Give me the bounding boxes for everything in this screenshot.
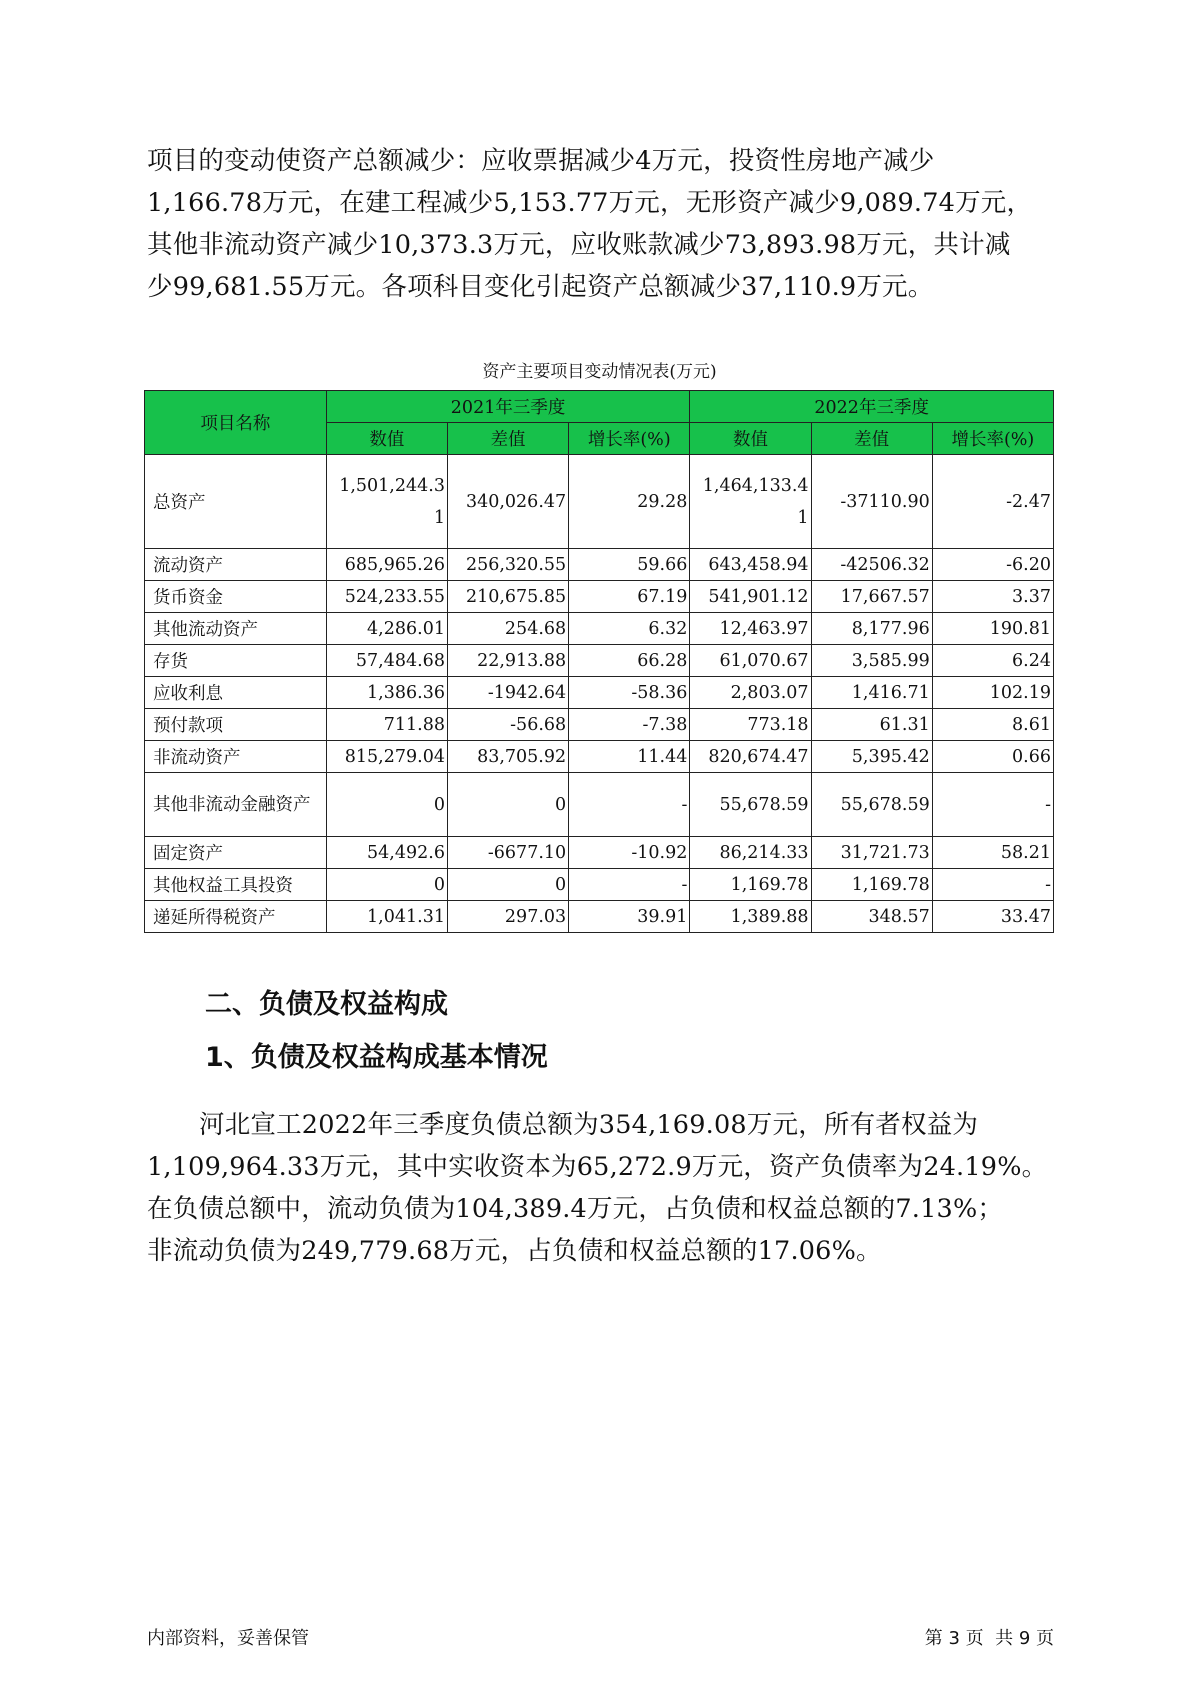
- footer-confidential-note: 内部资料，妥善保管: [147, 1628, 309, 1649]
- cell-diff-2021: 210,675.85: [447, 581, 568, 613]
- cell-value-2022: 773.18: [690, 709, 811, 741]
- cell-diff-2022: 3,585.99: [811, 645, 932, 677]
- subsection-heading: 1、负债及权益构成基本情况: [205, 1042, 548, 1073]
- cell-diff-2022: 8,177.96: [811, 613, 932, 645]
- cell-growth-2022: -: [932, 869, 1053, 901]
- cell-growth-2021: -: [569, 773, 690, 837]
- cell-diff-2021: 83,705.92: [447, 741, 568, 773]
- cell-diff-2022: 31,721.73: [811, 837, 932, 869]
- cell-diff-2021: 22,913.88: [447, 645, 568, 677]
- cell-growth-2021: -: [569, 869, 690, 901]
- cell-value-2021: 54,492.6: [326, 837, 447, 869]
- row-name: 其他流动资产: [145, 613, 327, 645]
- table-row: [145, 549, 1054, 581]
- cell-value-2021: 524,233.55: [326, 581, 447, 613]
- cell-growth-2021: 11.44: [569, 741, 690, 773]
- header-value-2022: 数值: [690, 423, 811, 455]
- cell-diff-2022: 17,667.57: [811, 581, 932, 613]
- table-row: [145, 677, 1054, 709]
- cell-value-2021: 1,041.31: [326, 901, 447, 933]
- cell-growth-2022: 58.21: [932, 837, 1053, 869]
- cell-diff-2021: 0: [447, 869, 568, 901]
- cell-growth-2021: 66.28: [569, 645, 690, 677]
- row-name: 应收利息: [145, 677, 327, 709]
- cell-growth-2021: 39.91: [569, 901, 690, 933]
- body-paragraph: [147, 1104, 1052, 1272]
- cell-value-2022: 61,070.67: [690, 645, 811, 677]
- cell-value-2021: 0: [326, 773, 447, 837]
- cell-value-2022: 643,458.94: [690, 549, 811, 581]
- cell-diff-2022: 5,395.42: [811, 741, 932, 773]
- cell-diff-2022: 1,169.78: [811, 869, 932, 901]
- cell-growth-2022: -: [932, 773, 1053, 837]
- cell-diff-2021: 0: [447, 773, 568, 837]
- cell-value-2021: 685,965.26: [326, 549, 447, 581]
- table-row: [145, 581, 1054, 613]
- table-caption: 资产主要项目变动情况表(万元): [482, 362, 717, 382]
- cell-diff-2022: 61.31: [811, 709, 932, 741]
- table-row: [145, 773, 1054, 837]
- body-line: 非流动负债为249,779.68万元，占负债和权益总额的17.06%。: [147, 1236, 882, 1266]
- cell-growth-2022: 0.66: [932, 741, 1053, 773]
- cell-growth-2021: -58.36: [569, 677, 690, 709]
- row-name: 总资产: [145, 455, 327, 549]
- header-growth-2021: 增长率(%): [569, 423, 690, 455]
- table-row: [145, 613, 1054, 645]
- table-row: [145, 837, 1054, 869]
- cell-diff-2021: 297.03: [447, 901, 568, 933]
- cell-value-2022: 1,169.78: [690, 869, 811, 901]
- body-line: 河北宣工2022年三季度负债总额为354,169.08万元，所有者权益为: [199, 1110, 979, 1140]
- table-row: [145, 709, 1054, 741]
- cell-diff-2021: -6677.10: [447, 837, 568, 869]
- row-name: 预付款项: [145, 709, 327, 741]
- intro-line: 1,166.78万元，在建工程减少5,153.77万元，无形资产减少9,089.74万元，: [147, 188, 1033, 218]
- row-name: 非流动资产: [145, 741, 327, 773]
- cell-diff-2021: -56.68: [447, 709, 568, 741]
- intro-line: 少99,681.55万元。各项科目变化引起资产总额减少37,110.9万元。: [147, 272, 934, 302]
- cell-value-2021: 815,279.04: [326, 741, 447, 773]
- cell-value-2021: 0: [326, 869, 447, 901]
- cell-diff-2022: 55,678.59: [811, 773, 932, 837]
- cell-value-2021: 1,501,244.31: [326, 455, 447, 549]
- cell-growth-2022: 6.24: [932, 645, 1053, 677]
- cell-growth-2021: 67.19: [569, 581, 690, 613]
- cell-value-2022: 86,214.33: [690, 837, 811, 869]
- header-diff-2022: 差值: [811, 423, 932, 455]
- cell-value-2022: 2,803.07: [690, 677, 811, 709]
- cell-diff-2022: 348.57: [811, 901, 932, 933]
- header-period-2021: 2021年三季度: [326, 391, 690, 423]
- cell-growth-2022: 190.81: [932, 613, 1053, 645]
- cell-diff-2021: 254.68: [447, 613, 568, 645]
- row-name: 货币资金: [145, 581, 327, 613]
- cell-value-2022: 12,463.97: [690, 613, 811, 645]
- cell-growth-2022: 102.19: [932, 677, 1053, 709]
- cell-value-2021: 711.88: [326, 709, 447, 741]
- cell-value-2022: 1,464,133.41: [690, 455, 811, 549]
- cell-diff-2021: -1942.64: [447, 677, 568, 709]
- footer-page-number: 第 3 页 共 9 页: [924, 1628, 1054, 1649]
- cell-growth-2021: 6.32: [569, 613, 690, 645]
- cell-diff-2021: 256,320.55: [447, 549, 568, 581]
- cell-growth-2022: -2.47: [932, 455, 1053, 549]
- cell-value-2021: 4,286.01: [326, 613, 447, 645]
- cell-value-2021: 1,386.36: [326, 677, 447, 709]
- cell-value-2022: 1,389.88: [690, 901, 811, 933]
- row-name: 其他权益工具投资: [145, 869, 327, 901]
- cell-diff-2022: -42506.32: [811, 549, 932, 581]
- table-row: [145, 901, 1054, 933]
- cell-value-2022: 820,674.47: [690, 741, 811, 773]
- cell-growth-2021: 29.28: [569, 455, 690, 549]
- cell-diff-2022: -37110.90: [811, 455, 932, 549]
- table-row: [145, 455, 1054, 549]
- cell-growth-2021: 59.66: [569, 549, 690, 581]
- intro-line: 项目的变动使资产总额减少：应收票据减少4万元，投资性房地产减少: [147, 146, 935, 176]
- cell-value-2021: 57,484.68: [326, 645, 447, 677]
- cell-growth-2021: -7.38: [569, 709, 690, 741]
- cell-value-2022: 541,901.12: [690, 581, 811, 613]
- header-growth-2022: 增长率(%): [932, 423, 1053, 455]
- cell-growth-2022: -6.20: [932, 549, 1053, 581]
- asset-change-table: [144, 390, 1054, 933]
- table-row: [145, 741, 1054, 773]
- table-row: [145, 869, 1054, 901]
- row-name: 其他非流动金融资产: [145, 773, 327, 837]
- body-line: 1,109,964.33万元，其中实收资本为65,272.9万元，资产负债率为24.19%。: [147, 1152, 1048, 1182]
- body-line: 在负债总额中，流动负债为104,389.4万元，占负债和权益总额的7.13%；: [147, 1194, 1004, 1224]
- row-name: 流动资产: [145, 549, 327, 581]
- cell-diff-2021: 340,026.47: [447, 455, 568, 549]
- section-heading: 二、负债及权益构成: [205, 989, 448, 1020]
- header-diff-2021: 差值: [447, 423, 568, 455]
- row-name: 存货: [145, 645, 327, 677]
- intro-paragraph: [147, 140, 1052, 308]
- table-row: [145, 645, 1054, 677]
- cell-growth-2022: 8.61: [932, 709, 1053, 741]
- cell-growth-2021: -10.92: [569, 837, 690, 869]
- cell-diff-2022: 1,416.71: [811, 677, 932, 709]
- cell-growth-2022: 3.37: [932, 581, 1053, 613]
- cell-growth-2022: 33.47: [932, 901, 1053, 933]
- header-value-2021: 数值: [326, 423, 447, 455]
- header-item-name: 项目名称: [145, 391, 327, 455]
- row-name: 递延所得税资产: [145, 901, 327, 933]
- row-name: 固定资产: [145, 837, 327, 869]
- header-period-2022: 2022年三季度: [690, 391, 1054, 423]
- cell-value-2022: 55,678.59: [690, 773, 811, 837]
- intro-line: 其他非流动资产减少10,373.3万元，应收账款减少73,893.98万元，共计减: [147, 230, 1011, 260]
